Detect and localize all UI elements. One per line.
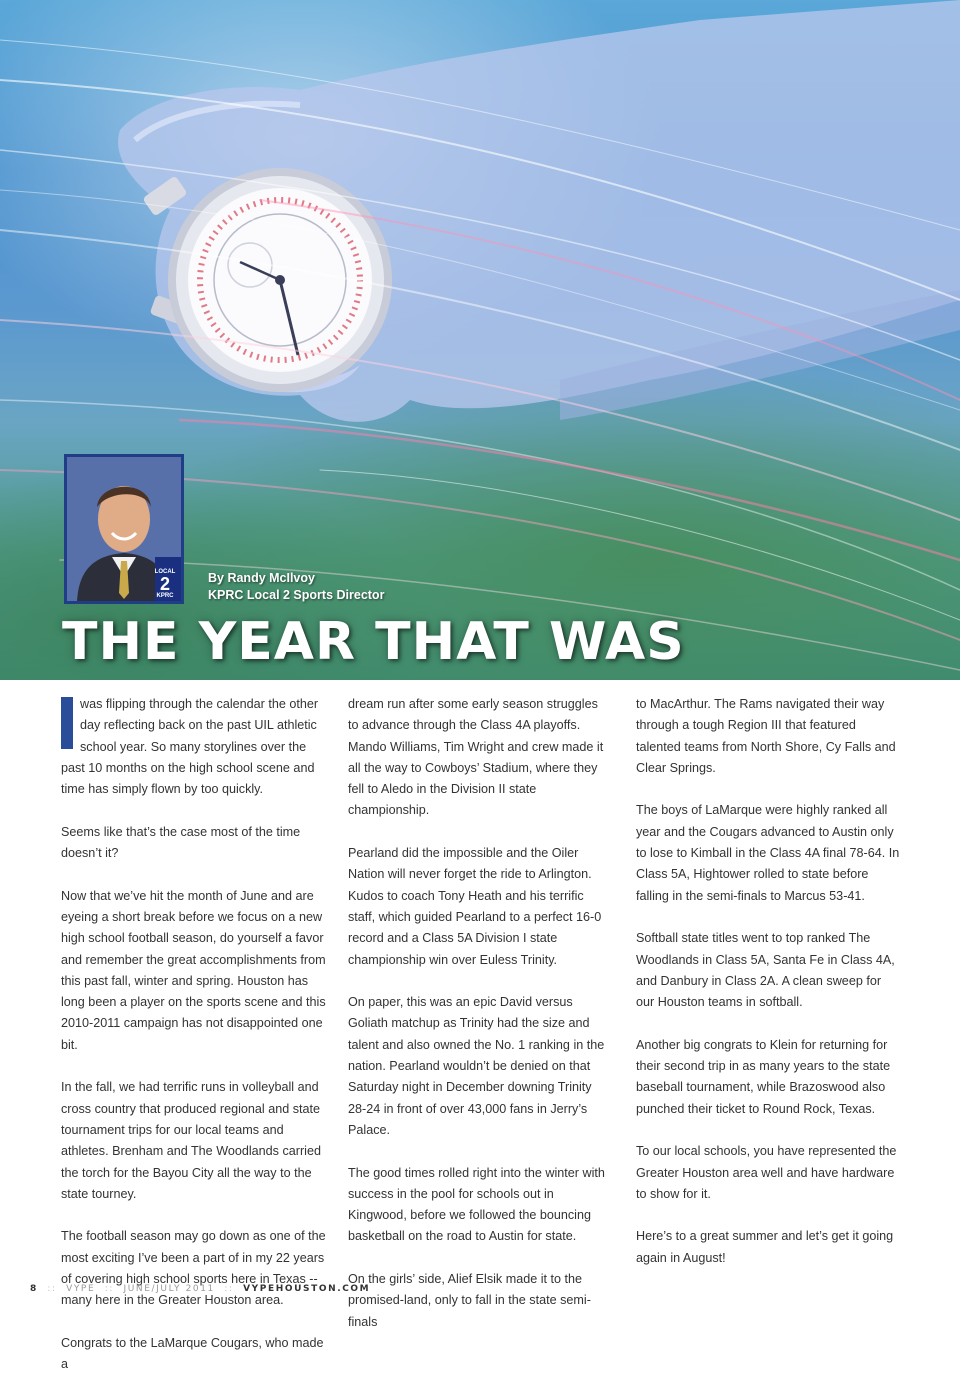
article-paragraph: The good times rolled right into the winter with success in the pool for schools out in Kingwood, before we followed the bouncing basketball on the road to Austin for state. bbox=[348, 1165, 605, 1244]
page-number: 8 bbox=[30, 1284, 38, 1294]
logo-line-local: LOCAL bbox=[154, 569, 176, 575]
logo-line-kprc: KPRC bbox=[156, 593, 174, 599]
article-paragraph: To our local schools, you have represented the Greater Houston area well and have hardware to show for it. bbox=[636, 1144, 897, 1201]
byline-author: By Randy McIlvoy bbox=[208, 571, 315, 585]
author-photo bbox=[64, 454, 184, 604]
article-paragraph bbox=[61, 694, 327, 800]
article-paragraph: dream run after some early season struggles to advance through the Class 4A playoffs. Mando Williams, Tim Wright and crew made it all the way to Cowboys’ Stadium, where they fell to Aledo in the Division II state championship. bbox=[348, 697, 604, 818]
magazine-name: VYPE bbox=[66, 1284, 96, 1294]
article-paragraph: Now that we’ve hit the month of June and are eyeing a short break before we focus on a new high school football season, do yourself a favor and remember the great accomplishments from this past fall, winter and spring. Houston has long been a player on the sports scene and this 2010-2011 campaign has not disappointed one bit. bbox=[61, 888, 326, 1052]
article-paragraph: On the girls’ side, Alief Elsik made it to the promised-land, only to fall in the state semi-finals bbox=[348, 1272, 591, 1329]
article-column-3 bbox=[636, 694, 900, 1290]
website-link[interactable]: VYPEHOUSTON.COM bbox=[243, 1284, 371, 1294]
issue-date: JUNE/JULY 2011 bbox=[123, 1284, 215, 1294]
headline: THE YEAR THAT WAS bbox=[62, 612, 685, 672]
footer-separator: :: bbox=[47, 1284, 57, 1294]
article-paragraph: Seems like that’s the case most of the time doesn’t it? bbox=[61, 824, 301, 861]
footer-separator: :: bbox=[104, 1284, 114, 1294]
page-footer bbox=[30, 1284, 370, 1294]
logo-number: 2 bbox=[159, 574, 170, 594]
byline-title: KPRC Local 2 Sports Director bbox=[208, 588, 385, 602]
article-paragraph: to MacArthur. The Rams navigated their way through a tough Region III that featured talented teams from North Shore, Cy Falls and Clear Springs. bbox=[636, 697, 896, 775]
article-paragraph: In the fall, we had terrific runs in volleyball and cross country that produced regional and state tournament trips for our local teams and athletes. Brenham and The Woodlands carried the torch for the Bayou City all the way to the state tourney. bbox=[61, 1080, 321, 1201]
article-paragraph: The football season may go down as one of the most exciting I’ve been a part of in my 22 years of covering high school sports here in Texas -- many here in the Greater Houston area. bbox=[61, 1229, 326, 1308]
paragraph-text: was flipping through the calendar the other day reflecting back on the past UIL athletic school year. So many storylines over the past 10 months on the high school scene and time has simply flown by too quickly. bbox=[61, 697, 319, 797]
article-paragraph: The boys of LaMarque were highly ranked all year and the Cougars advanced to Austin only to lose to Kimball in the Class 4A final 78-64. In Class 5A, Hightower rolled to state before falling in the semi-finals to Marcus 53-41. bbox=[636, 803, 900, 903]
article-paragraph: Congrats to the LaMarque Cougars, who made a bbox=[61, 1335, 324, 1372]
byline bbox=[208, 570, 384, 604]
article-paragraph: Another big congrats to Klein for returning for their second trip in as many years to the state baseball tournament, while Brazoswood also punched their ticket to Round Rock, Texas. bbox=[636, 1037, 891, 1116]
article-paragraph: On paper, this was an epic David versus Goliath matchup as Trinity had the size and talent and also owned the No. 1 ranking in the nation. Pearland wouldn’t be denied on that Saturday night in December downing Trinity 28-24 in front of over 43,000 fans in Jerry’s Palace. bbox=[348, 995, 605, 1137]
article-column-2 bbox=[348, 694, 610, 1354]
article-paragraph: Softball state titles went to top ranked The Woodlands in Class 5A, Santa Fe in Class 4A, and Danbury in Class 2A. A clean sweep for our Houston teams in softball. bbox=[636, 931, 895, 1010]
article-paragraph: Pearland did the impossible and the Oiler Nation will never forget the ride to Arlington. Kudos to coach Tony Heath and his terrific staff, which guided Pearland to a perfect 16-0 record and a Class 5A Division I state championship win over Euless Trinity. bbox=[348, 846, 602, 967]
hero-image bbox=[0, 0, 960, 680]
footer-separator: :: bbox=[224, 1284, 234, 1294]
drop-cap bbox=[61, 697, 73, 749]
kprc-logo bbox=[151, 569, 179, 599]
article-paragraph: Here’s to a great summer and let’s get it going again in August! bbox=[636, 1229, 894, 1265]
